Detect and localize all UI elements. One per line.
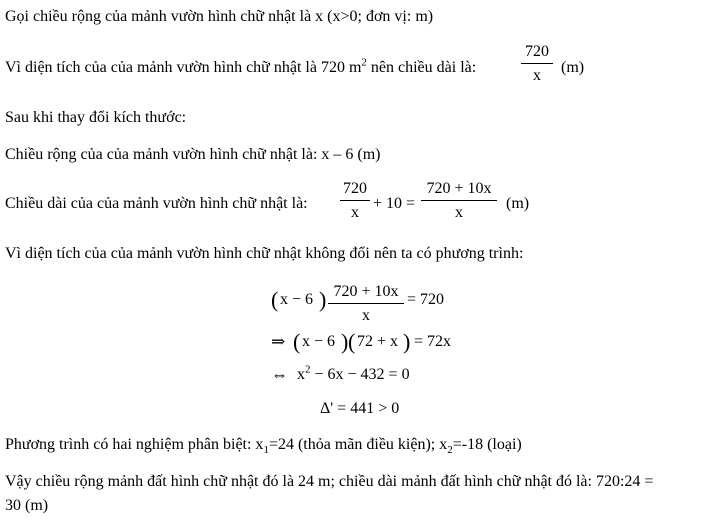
roots-text-2: =24 (thỏa mãn điều kiện); x xyxy=(268,436,448,453)
eq1-rhs: = 720 xyxy=(407,291,445,308)
eq3-exponent: 2 xyxy=(305,363,311,376)
area-statement xyxy=(5,56,477,77)
implies-arrow: ⇒ xyxy=(271,332,286,351)
fraction-numerator: 720 xyxy=(343,180,367,197)
length-fraction xyxy=(521,43,553,85)
area-text-2: nên chiều dài là: xyxy=(366,59,477,76)
intro-text: Gọi chiều rộng của mảnh vườn hình chữ nhật là x (x>0; đơn vị: m) xyxy=(5,8,434,25)
new-length-text: Chiều dài của của mảnh vườn hình chữ nhật là: xyxy=(5,195,308,212)
fraction-denominator: x xyxy=(362,307,370,324)
new-length-plus: + 10 = xyxy=(373,195,416,212)
fraction-numerator: 720 + 10x xyxy=(333,283,399,300)
root-1-subscript: 1 xyxy=(263,444,269,457)
open-paren: ( xyxy=(293,329,301,354)
fraction-numerator: 720 + 10x xyxy=(426,180,492,197)
close-paren: ) xyxy=(319,287,327,312)
delta-value: Δ' = 441 > 0 xyxy=(320,400,400,417)
equivalent-arrow: ⇔ xyxy=(271,365,288,384)
length-unit: (m) xyxy=(561,59,585,76)
eq3-variable: x xyxy=(297,366,305,383)
eq2-rhs: = 72x xyxy=(414,333,452,350)
close-paren: ) xyxy=(403,329,411,354)
new-length-fraction-1 xyxy=(340,180,370,222)
open-paren: ( xyxy=(271,287,279,312)
eq3-expression xyxy=(297,363,410,384)
eq1-lhs: x − 6 xyxy=(280,291,314,308)
fraction-denominator: x xyxy=(351,204,359,221)
new-width-text: Chiều rộng của của mảnh vườn hình chữ nhật là: x – 6 (m) xyxy=(5,146,381,163)
fraction-denominator: x xyxy=(455,204,463,221)
area-text: Vì diện tích của của mảnh vườn hình chữ nhật là 720 m xyxy=(5,59,362,76)
eq1-fraction xyxy=(328,283,404,325)
length-fraction-denominator: x xyxy=(533,67,541,84)
eq3-rest: − 6x − 432 = 0 xyxy=(314,366,410,383)
area-exponent: 2 xyxy=(361,56,367,69)
after-change-text: Sau khi thay đổi kích thước: xyxy=(5,109,187,126)
eq2-factor-1: x − 6 xyxy=(302,333,336,350)
new-length-unit: (m) xyxy=(506,195,530,212)
root-2-subscript: 2 xyxy=(447,444,453,457)
length-fraction-numerator: 720 xyxy=(525,43,549,60)
roots-text-1: Phương trình có hai nghiệm phân biệt: x xyxy=(5,436,264,453)
eq2-factor-2: 72 + x xyxy=(357,333,399,350)
equation-intro-text: Vì diện tích của của mảnh vườn hình chữ nhật không đổi nên ta có phương trình: xyxy=(5,245,524,262)
roots-text-3: =-18 (loại) xyxy=(452,436,522,453)
new-length-fraction-2 xyxy=(421,180,497,222)
close-paren: ) xyxy=(341,329,349,354)
roots-statement xyxy=(5,436,522,457)
conclusion-line-1: Vậy chiều rộng mảnh đất hình chữ nhật đó là 24 m; chiều dài mảnh đất hình chữ nhật đó là: 720:24 = xyxy=(5,473,654,490)
open-paren: ( xyxy=(348,329,356,354)
conclusion-line-2: 30 (m) xyxy=(5,497,49,514)
